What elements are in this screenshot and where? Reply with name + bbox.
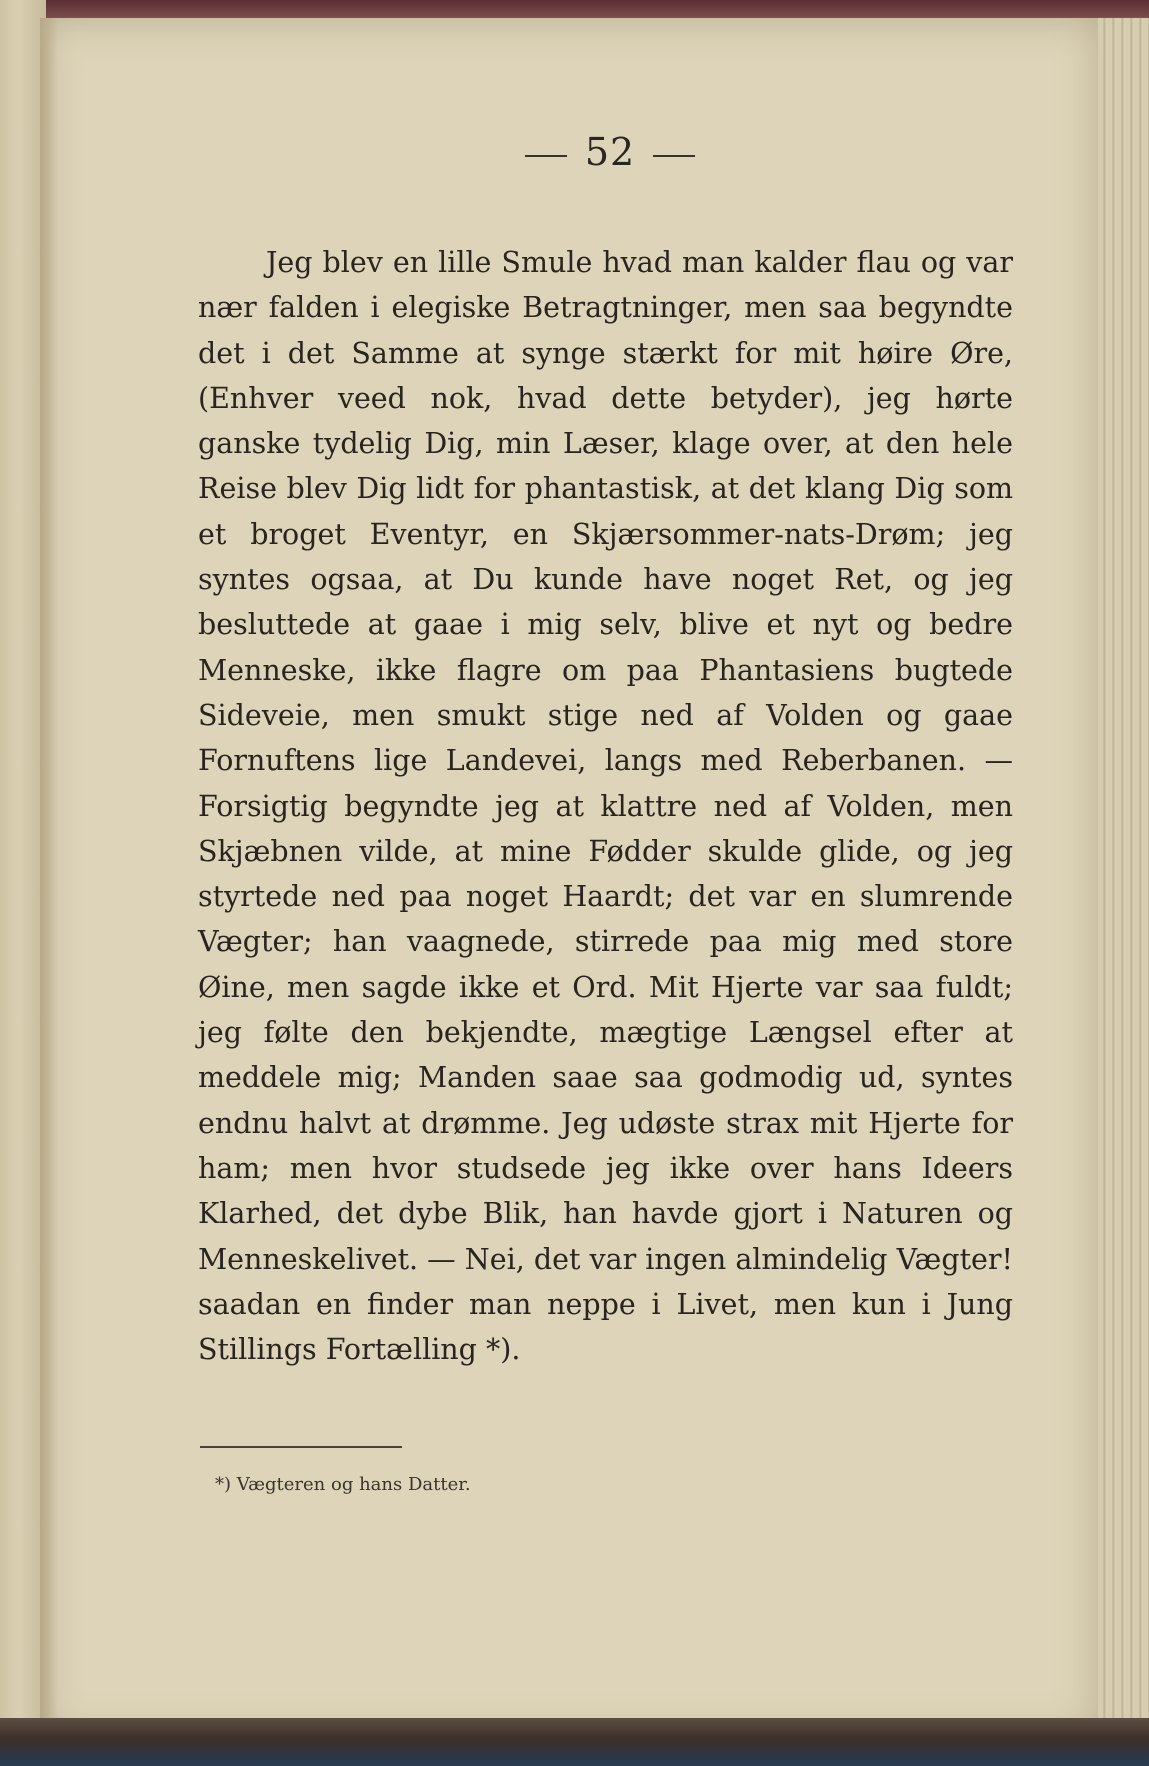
page-body-text: Jeg blev en lille Smule hvad man kalder flau og var nær falden i elegiske Betragtninger, men saa begyndte det i det Samme at synge stærkt for mit høire Øre, (Enhver veed nok, hvad dette betyder), jeg hørte ganske tydelig Dig, min Læser, klage over, at den hele Reise blev Dig lidt for phantastisk, at det klang Dig som et broget Eventyr, en Skjærsommer-nats-Drøm; jeg syntes ogsaa, at Du kunde have noget Ret, og jeg besluttede at gaae i mig selv, blive et nyt og bedre Menneske, ikke flagre om paa Phantasiens bugtede Sideveie, men smukt stige ned af Volden og gaae Fornuftens lige Landevei, langs med Reberbanen. — Forsigtig begyndte jeg at klattre ned af Volden, men Skjæbnen vilde, at mine Fødder skulde glide, og jeg styrtede ned paa noget Haardt; det var en slumrende Vægter; han vaagnede, stirrede paa mig med store Øine, men sagde ikke et Ord. Mit Hjerte var saa fuldt; jeg følte den bekjendte, mægtige Længsel efter at meddele mig; Manden saae saa godmodig ud, syntes endnu halvt at drømme. Jeg udøste strax mit Hjerte for ham; men hvor studsede jeg ikke over hans Ideers Klarhed, det dybe Blik, han havde gjort i Naturen og Menneskelivet. — Nei, det var ingen almindelig Vægter! saadan en finder man neppe i Livet, men kun i Jung Stillings Fortælling *).: [198, 246, 1013, 1367]
page-header: [490, 130, 730, 174]
page-number: 52: [584, 130, 636, 174]
book-cover-bottom-edge: [0, 1718, 1149, 1766]
page-stack-edge: [1089, 18, 1149, 1738]
footnote-rule: [200, 1446, 402, 1448]
header-dash-left: [525, 155, 567, 157]
footnote-text: *) Vægteren og hans Datter.: [215, 1474, 471, 1495]
header-dash-right: [653, 155, 695, 157]
page-gutter-shadow: [40, 18, 58, 1738]
